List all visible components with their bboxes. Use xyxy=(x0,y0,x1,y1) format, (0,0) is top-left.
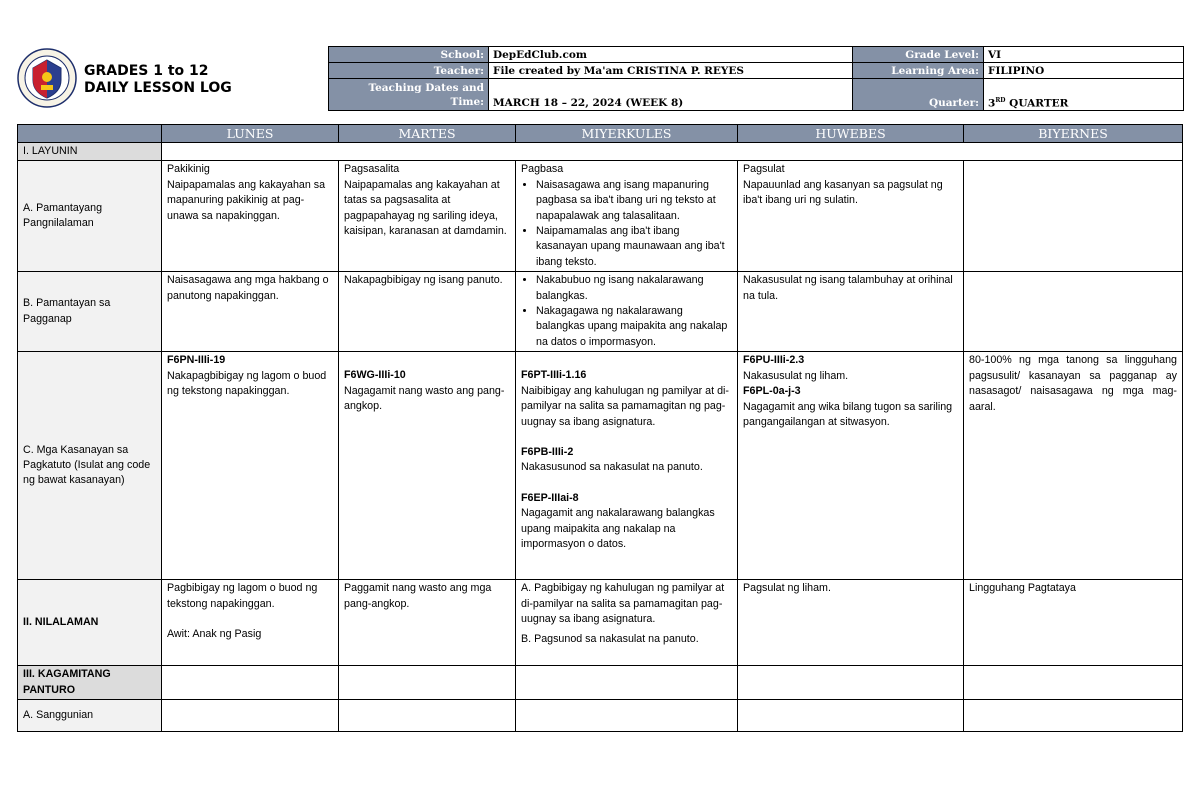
learning-area-label: Learning Area: xyxy=(853,63,984,79)
cell-empty xyxy=(339,700,516,732)
row-label-pamantayan-sa-pagganap: B. Pamantayan sa Pagganap xyxy=(18,272,162,352)
deped-seal-logo xyxy=(17,48,77,108)
cell-b-martes: Nakapagbibigay ng isang panuto. xyxy=(339,272,516,352)
cell-b-biyernes xyxy=(964,272,1183,352)
competency-text: Nagagamit ang nakalarawang balangkas upang maipakita ang nakalap na impormasyon o datos. xyxy=(521,507,715,550)
header-info-table xyxy=(328,46,1184,111)
layunin-empty xyxy=(162,143,1183,161)
row-label-nilalaman: II. NILALAMAN xyxy=(18,580,162,666)
list-item: • Naisasagawa ang isang mapanuring pagbasa sa iba't ibang uri ng teksto at napapalawak ang talasalitaan. xyxy=(536,178,732,224)
learning-area-value: FILIPINO xyxy=(984,63,1184,79)
cell-empty xyxy=(964,700,1183,732)
title-line-2: DAILY LESSON LOG xyxy=(84,80,232,96)
cell-empty xyxy=(162,700,339,732)
cell-a-miyerkules-heading: Pagbasa xyxy=(521,163,564,176)
cell-a-martes-heading: Pagsasalita xyxy=(344,163,400,176)
teaching-dates-value: MARCH 18 – 22, 2024 (WEEK 8) xyxy=(489,79,853,111)
content-text: A. Pagbibigay ng kahulugan ng pamilyar at di-pamilyar na salita sa pamamagitan pag-uugnay sa ibang asignatura. xyxy=(521,582,725,626)
teacher-value: File created by Ma'am CRISTINA P. REYES xyxy=(489,63,853,79)
cell-a-huwebes-heading: Pagsulat xyxy=(743,163,785,176)
competency-code: F6PB-IIIi-2 xyxy=(521,445,574,458)
school-label: School: xyxy=(329,47,489,63)
teaching-dates-label xyxy=(329,79,489,111)
teaching-dates-label-line1: Teaching Dates and xyxy=(368,81,484,94)
list-item: • Nakagagawa ng nakalarawang balangkas upang maipakita ang nakalap na datos o impormasyon. xyxy=(536,304,732,350)
lesson-grid xyxy=(17,124,1183,732)
day-header-huwebes: HUWEBES xyxy=(738,125,964,143)
row-label-pamantayang-pangnilalaman: A. Pamantayang Pangnilalaman xyxy=(18,161,162,272)
section-layunin: I. LAYUNIN xyxy=(18,143,162,161)
list-item: • Naipamamalas ang iba't ibang kasanayan upang maunawaan ang iba't ibang teksto. xyxy=(536,224,732,270)
quarter-value xyxy=(984,79,1184,111)
grid-corner xyxy=(18,125,162,143)
cell-c-miyerkules xyxy=(516,352,738,580)
content-text: Pagbibigay ng lagom o buod ng tekstong napakinggan. xyxy=(167,582,318,610)
competency-text: Nagagamit nang wasto ang pang-angkop. xyxy=(344,384,505,413)
content-text: B. Pagsunod sa nakasulat na panuto. xyxy=(521,632,699,645)
grade-level-value: VI xyxy=(984,47,1184,63)
cell-a-lunes-text: Naipapamalas ang kakayahan sa mapanuring pakikinig at pag-unawa sa napakinggan. xyxy=(167,178,326,222)
row-label-sanggunian: A. Sanggunian xyxy=(18,700,162,732)
competency-code: F6PN-IIIi-19 xyxy=(167,354,226,367)
cell-empty xyxy=(964,666,1183,700)
row-label-mga-kasanayan: C. Mga Kasanayan sa Pagkatuto (Isulat ang code ng bawat kasanayan) xyxy=(18,352,162,580)
cell-b-miyerkules xyxy=(516,272,738,352)
cell-a-miyerkules xyxy=(516,161,738,272)
competency-text: Nakasusulat ng liham. xyxy=(743,369,849,382)
teacher-label: Teacher: xyxy=(329,63,489,79)
cell-empty xyxy=(162,666,339,700)
cell-empty xyxy=(738,700,964,732)
cell-a-lunes-heading: Pakikinig xyxy=(167,163,210,176)
cell-a-huwebes-text: Napauunlad ang kasanyan sa pagsulat ng iba't ibang uri ng sulatin. xyxy=(743,178,943,207)
quarter-ordinal: RD xyxy=(995,96,1006,104)
section-kagamitang-panturo: III. KAGAMITANG PANTURO xyxy=(18,666,162,700)
cell-empty xyxy=(516,666,738,700)
cell-nilalaman-martes: Paggamit nang wasto ang mga pang-angkop. xyxy=(339,580,516,666)
cell-a-lunes xyxy=(162,161,339,272)
cell-nilalaman-huwebes: Pagsulat ng liham. xyxy=(738,580,964,666)
title-line-1: GRADES 1 to 12 xyxy=(84,63,209,79)
cell-a-huwebes xyxy=(738,161,964,272)
cell-b-huwebes: Nakasusulat ng isang talambuhay at orihinal na tula. xyxy=(738,272,964,352)
cell-c-huwebes xyxy=(738,352,964,580)
school-value: DepEdClub.com xyxy=(489,47,853,63)
content-song: Awit: Anak ng Pasig xyxy=(167,628,262,641)
teaching-dates-label-line2: Time: xyxy=(450,95,484,108)
cell-c-martes xyxy=(339,352,516,580)
quarter-word: QUARTER xyxy=(1005,97,1069,109)
competency-code: F6PL-0a-j-3 xyxy=(743,385,801,398)
day-header-biyernes: BIYERNES xyxy=(964,125,1183,143)
day-header-lunes: LUNES xyxy=(162,125,339,143)
cell-b-lunes: Naisasagawa ang mga hakbang o panutong napakinggan. xyxy=(162,272,339,352)
cell-empty xyxy=(738,666,964,700)
cell-c-biyernes: 80-100% ng mga tanong sa lingguhang pagsusulit/ kasanayan sa pagganap ay nasasagot/ naisasagawa ng mga mag-aaral. xyxy=(964,352,1183,580)
cell-nilalaman-miyerkules xyxy=(516,580,738,666)
competency-code: F6EP-IIIai-8 xyxy=(521,491,579,504)
cell-a-martes xyxy=(339,161,516,272)
competency-text: Nakasusunod sa nakasulat na panuto. xyxy=(521,461,703,474)
cell-empty xyxy=(339,666,516,700)
cell-a-martes-text: Naipapamalas ang kakayahan at tatas sa pagsasalita at pagpapahayag ng sariling ideya, kaisipan, karanasan at damdamin. xyxy=(344,178,507,238)
grade-level-label: Grade Level: xyxy=(853,47,984,63)
competency-text: Naibibigay ang kahulugan ng pamilyar at di-pamilyar na salita sa pamamagitan ng pag-uugnay sa ibang asignatura. xyxy=(521,384,729,428)
competency-code: F6PU-IIIi-2.3 xyxy=(743,354,805,367)
cell-nilalaman-lunes xyxy=(162,580,339,666)
day-header-miyerkules: MIYERKULES xyxy=(516,125,738,143)
cell-nilalaman-biyernes: Lingguhang Pagtataya xyxy=(964,580,1183,666)
cell-empty xyxy=(516,700,738,732)
competency-text: Nagagamit ang wika bilang tugon sa sariling pangangailangan at sitwasyon. xyxy=(743,400,953,428)
cell-c-lunes xyxy=(162,352,339,580)
competency-code: F6PT-IIIi-1.16 xyxy=(521,369,587,382)
list-item: • Nakabubuo ng isang nakalarawang balangkas. xyxy=(536,273,732,304)
competency-text: Nakapagbibigay ng lagom o buod ng tekstong napakinggan. xyxy=(167,369,327,398)
day-header-martes: MARTES xyxy=(339,125,516,143)
lesson-log-title xyxy=(84,63,232,97)
competency-code: F6WG-IIIi-10 xyxy=(344,369,406,382)
cell-a-biyernes xyxy=(964,161,1183,272)
quarter-label: Quarter: xyxy=(853,79,984,111)
quarter-number: 3 xyxy=(988,97,996,109)
